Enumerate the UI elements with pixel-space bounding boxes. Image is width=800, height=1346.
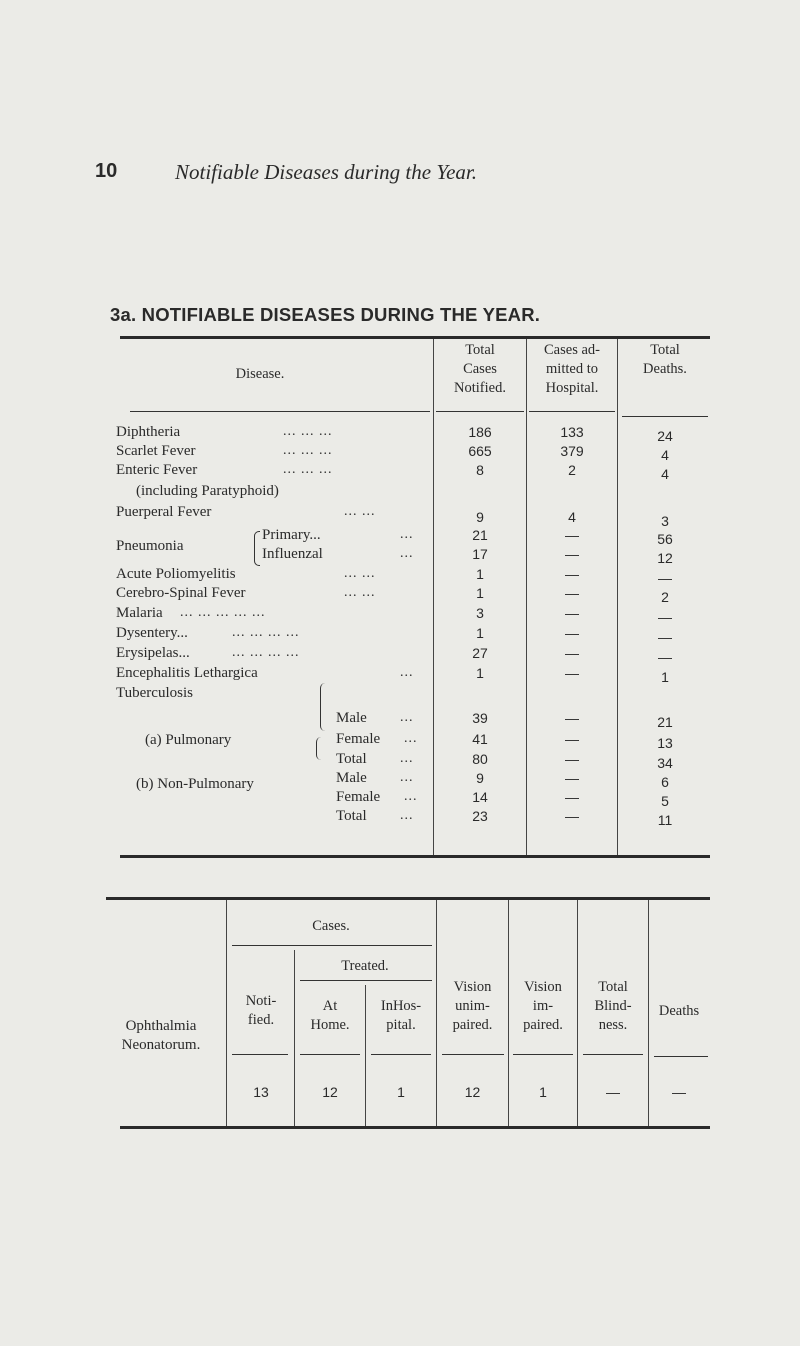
- cell-admitted-hospital: —: [565, 710, 579, 726]
- cell-total-deaths: 56: [657, 531, 673, 547]
- cell-total-notified: 1: [476, 665, 484, 681]
- header-underline: [232, 1054, 288, 1055]
- header-total-cases-notified: Total Cases Notified.: [454, 342, 506, 396]
- row-label-ophthalmia-neonatorum: Ophthalmia Neonatorum.: [121, 1018, 201, 1053]
- cell-total-deaths: 1: [661, 669, 669, 685]
- row-label-dysentery: Dysentery...: [116, 625, 188, 641]
- row-label-non-pulmonary-total: Total: [336, 808, 367, 824]
- cell-total-notified: 41: [472, 731, 488, 747]
- header-underline: [622, 416, 708, 417]
- cell-total-deaths: 6: [661, 774, 669, 790]
- leader-dots: ...: [400, 710, 414, 725]
- row-label-encephalitis-lethargica: Encephalitis Lethargica: [116, 665, 258, 681]
- header-treated: Treated.: [341, 958, 389, 974]
- cell-total-notified: 1: [476, 585, 484, 601]
- cell-total-notified: 186: [468, 424, 492, 440]
- cell-admitted-hospital: —: [565, 546, 579, 562]
- leader-dots: ... ... ...: [283, 462, 333, 477]
- cell-total-deaths: —: [658, 570, 672, 586]
- leader-dots: ... ...: [344, 585, 376, 600]
- header-deaths: Deaths: [658, 1003, 700, 1019]
- cell-total-notified: 1: [476, 566, 484, 582]
- row-label-malaria: Malaria: [116, 605, 163, 621]
- leader-dots: ...: [400, 770, 414, 785]
- header-vision-impaired: Vision im- paired.: [523, 979, 563, 1033]
- cell-total-deaths: 2: [661, 589, 669, 605]
- leader-dots: ... ...: [344, 566, 376, 581]
- column-divider: [294, 950, 295, 1126]
- header-cases: Cases.: [312, 918, 350, 934]
- cell-total-notified: 665: [468, 443, 492, 459]
- row-label-pulmonary-male: Male: [336, 710, 367, 726]
- cell-at-home: 12: [322, 1084, 338, 1100]
- cell-admitted-hospital: —: [565, 665, 579, 681]
- cell-total-notified: 8: [476, 462, 484, 478]
- cell-admitted-hospital: —: [565, 625, 579, 641]
- cell-total-notified: 9: [476, 770, 484, 786]
- row-label-pulmonary: (a) Pulmonary: [145, 732, 232, 748]
- row-label-cerebro-spinal-fever: Cerebro-Spinal Fever: [116, 585, 246, 601]
- cell-total-notified: 27: [472, 645, 488, 661]
- cell-admitted-hospital: —: [565, 731, 579, 747]
- header-total-deaths: Total Deaths.: [643, 342, 687, 377]
- header-underline: [529, 411, 615, 412]
- leader-dots: ... ... ...: [283, 424, 333, 439]
- leader-dots: ... ... ...: [283, 443, 333, 458]
- row-label-acute-poliomyelitis: Acute Poliomyelitis: [116, 566, 236, 582]
- header-underline: [300, 1054, 360, 1055]
- pulmonary-brace: [320, 683, 326, 731]
- row-label-paratyphoid: (including Paratyphoid): [136, 483, 279, 499]
- table-top-rule: [120, 336, 710, 339]
- cell-total-notified: 23: [472, 808, 488, 824]
- header-underline: [583, 1054, 643, 1055]
- cell-admitted-hospital: 2: [568, 462, 576, 478]
- cell-total-deaths: 5: [661, 793, 669, 809]
- header-underline: [442, 1054, 504, 1055]
- cell-notified: 13: [253, 1084, 269, 1100]
- header-underline: [300, 980, 432, 981]
- cell-admitted-hospital: —: [565, 808, 579, 824]
- cell-total-notified: 1: [476, 625, 484, 641]
- header-notified: Noti- fied.: [245, 993, 277, 1028]
- row-label-pneumonia: Pneumonia: [116, 538, 184, 554]
- page-number: 10: [95, 160, 118, 182]
- leader-dots: ... ...: [344, 504, 376, 519]
- leader-dots: ...: [400, 527, 414, 542]
- row-label-pneumonia-influenzal: Influenzal: [262, 546, 323, 562]
- cell-total-deaths: 3: [661, 513, 669, 529]
- cell-total-notified: 21: [472, 527, 488, 543]
- header-underline: [654, 1056, 708, 1057]
- header-underline: [513, 1054, 573, 1055]
- cell-total-deaths: —: [658, 629, 672, 645]
- row-label-erysipelas: Erysipelas...: [116, 645, 190, 661]
- cell-admitted-hospital: —: [565, 770, 579, 786]
- non-pulmonary-brace: [316, 737, 322, 760]
- table-bottom-rule: [120, 1126, 710, 1129]
- header-disease: Disease.: [235, 366, 285, 382]
- cell-total-notified: 9: [476, 509, 484, 525]
- row-label-puerperal-fever: Puerperal Fever: [116, 504, 212, 520]
- column-divider: [433, 339, 434, 855]
- cell-admitted-hospital: 133: [560, 424, 584, 440]
- cell-vision-impaired: 1: [539, 1084, 547, 1100]
- row-label-enteric-fever: Enteric Fever: [116, 462, 198, 478]
- leader-dots: ...: [400, 546, 414, 561]
- cell-admitted-hospital: —: [565, 585, 579, 601]
- cell-total-notified: 80: [472, 751, 488, 767]
- header-underline: [436, 411, 524, 412]
- cell-total-deaths: 4: [661, 466, 669, 482]
- header-underline: [130, 411, 430, 412]
- row-label-tuberculosis: Tuberculosis: [116, 685, 193, 701]
- running-title: Notifiable Diseases during the Year.: [175, 160, 477, 184]
- cell-total-deaths: 12: [657, 550, 673, 566]
- cell-total-notified: 17: [472, 546, 488, 562]
- header-cases-admitted-hospital: Cases ad- mitted to Hospital.: [544, 342, 600, 396]
- leader-dots: ... ... ... ... ...: [180, 605, 266, 620]
- leader-dots: ...: [400, 751, 414, 766]
- row-label-non-pulmonary: (b) Non-Pulmonary: [136, 776, 254, 792]
- leader-dots: ...: [400, 808, 414, 823]
- cell-total-notified: 39: [472, 710, 488, 726]
- row-label-non-pulmonary-male: Male: [336, 770, 367, 786]
- cell-admitted-hospital: 379: [560, 443, 584, 459]
- row-label-diphtheria: Diphtheria: [116, 424, 181, 440]
- cell-total-deaths: —: [658, 649, 672, 665]
- cell-total-deaths: 21: [657, 714, 673, 730]
- cell-total-deaths: 34: [657, 755, 673, 771]
- header-in-hospital: InHos- pital.: [380, 998, 422, 1033]
- cell-admitted-hospital: 4: [568, 509, 576, 525]
- cell-admitted-hospital: —: [565, 789, 579, 805]
- cell-total-notified: 14: [472, 789, 488, 805]
- header-total-blindness: Total Blind- ness.: [594, 979, 632, 1033]
- table-bottom-rule: [120, 855, 710, 858]
- cell-total-deaths: —: [658, 609, 672, 625]
- section-title: 3a. NOTIFIABLE DISEASES DURING THE YEAR.: [110, 304, 541, 325]
- row-label-scarlet-fever: Scarlet Fever: [116, 443, 196, 459]
- cell-total-deaths: 13: [657, 735, 673, 751]
- header-underline: [232, 945, 432, 946]
- cell-deaths: —: [672, 1084, 686, 1100]
- cell-admitted-hospital: —: [565, 751, 579, 767]
- row-label-pneumonia-primary: Primary...: [262, 527, 321, 543]
- leader-dots: ...: [404, 789, 418, 804]
- cell-vision-unimpaired: 12: [464, 1084, 481, 1100]
- header-at-home: At Home.: [310, 998, 350, 1033]
- row-label-non-pulmonary-female: Female: [336, 789, 381, 805]
- header-underline: [371, 1054, 431, 1055]
- cell-total-blindness: —: [606, 1084, 620, 1100]
- leader-dots: ...: [404, 731, 418, 746]
- row-label-pulmonary-female: Female: [336, 731, 381, 747]
- cell-admitted-hospital: —: [565, 605, 579, 621]
- cell-admitted-hospital: —: [565, 645, 579, 661]
- cell-admitted-hospital: —: [565, 566, 579, 582]
- table-top-rule: [106, 897, 710, 900]
- cell-total-deaths: 11: [657, 812, 673, 828]
- leader-dots: ...: [400, 665, 414, 680]
- column-divider: [226, 900, 227, 1126]
- cell-in-hospital: 1: [397, 1084, 405, 1100]
- row-label-pulmonary-total: Total: [336, 751, 367, 767]
- pneumonia-brace: [254, 531, 260, 566]
- cell-admitted-hospital: —: [565, 527, 579, 543]
- leader-dots: ... ... ... ...: [232, 645, 300, 660]
- cell-total-notified: 3: [476, 605, 484, 621]
- leader-dots: ... ... ... ...: [232, 625, 300, 640]
- header-vision-unimpaired: Vision unim- paired.: [452, 979, 493, 1033]
- cell-total-deaths: 4: [661, 447, 669, 463]
- cell-total-deaths: 24: [657, 428, 673, 444]
- column-divider: [617, 339, 618, 855]
